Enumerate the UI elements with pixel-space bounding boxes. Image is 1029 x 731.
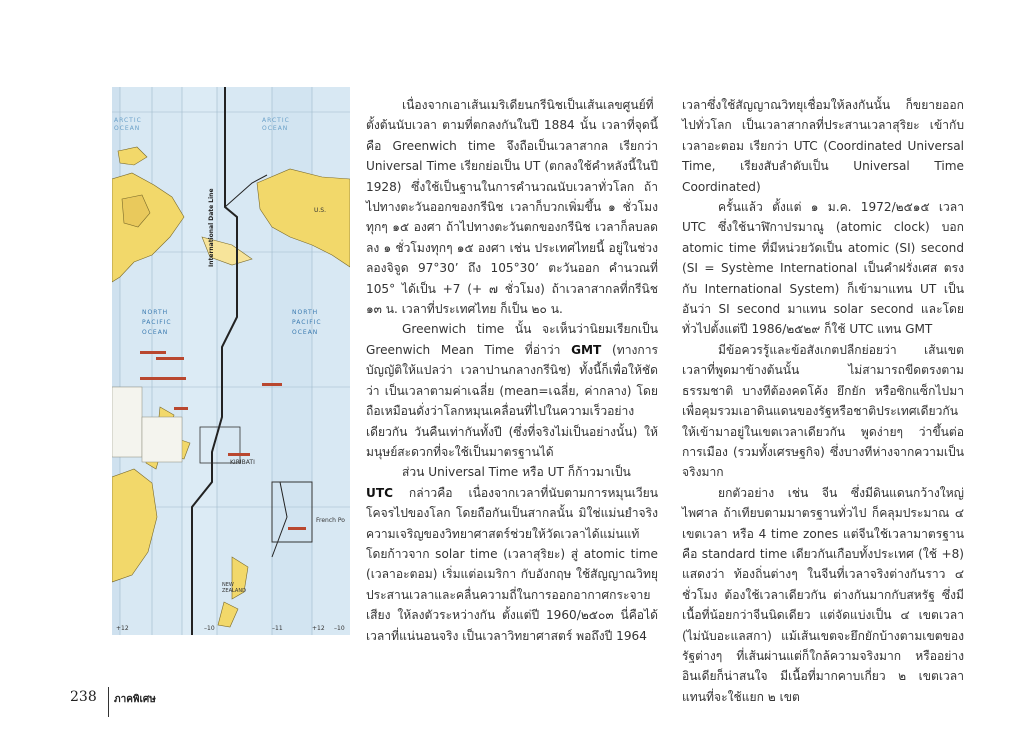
map-tick-1: +12 — [116, 625, 129, 632]
col1-p2-bold-gmt: GMT — [571, 342, 602, 357]
map-label-date-line: International Date Line — [208, 188, 215, 267]
map-tick-3: –11 — [272, 625, 283, 632]
col1-p4-bold-utc: UTC — [366, 485, 393, 500]
col1-p2-post: (ทางการบัญญัติให้แปลว่า เวลาปานกลางกรีนิช) ทั้งนี้ก็เพื่อให้ชัดว่า เป็นเวลาตามค่าเฉลี่ย (mean=เฉลี่ย, ค่ากลาง) โดยถือเหมือนดั่งว่าโลกหมุนเคลื่อนที่ไปในความเร็วอย่างเดียวกัน วันคืนเท่ากันทั้งปี (ซึ่งที่จริงไม่เป็นอย่างนั้น) ให้มนุษย์สะดวกที่จะใช้เป็นมาตรฐานได้ — [366, 342, 658, 459]
map-label-new-zealand: NEW ZEALAND — [222, 582, 246, 594]
map-label-us: U.S. — [314, 207, 327, 214]
col1-paragraph-1: เนื่องจากเอาเส้นเมริเดียนกรีนิชเป็นเส้นเลขศูนย์ที่ตั้งต้นนับเวลา ตามที่ตกลงกันในปี 1884 นั้น เวลาที่จุดนี้ คือ Greenwich time จึงถือเป็นเวลาสากล เรียกว่า Universal Time เรียกย่อเป็น UT (ตกลงใช้คำหลังนี้ในปี 1928) ซึ่งใช้เป็นฐานในการคำนวณนับเวลาทั่วโลก ถ้าไปทางตะวันออกของกรีนิช เวลาก็บวกเพิ่มขึ้น ๑ ชั่วโมงทุกๆ ๑๕ องศา ถ้าไปทางตะวันตกของกรีนิช เวลาก็ลบลดลง ๑ ชั่วโมงทุกๆ ๑๕ องศา เช่น ประเทศไทยนี้ อยู่ในช่วงลองจิจูด 97°30’ ถึง 105°30’ ตะวันออก คำนวณที่ 105° ได้เป็น +7 (+ ๗ ชั่วโมง) ถ้าเวลาสากลที่กรีนิช ๑๓ น. เวลาที่ประเทศไทย ก็เป็น ๒๐ น. — [366, 98, 658, 317]
map-label-arctic-right: ARCTIC — [262, 117, 290, 124]
time-zone-map — [112, 87, 350, 635]
col2-paragraph-3: มีข้อควรรู้และข้อสังเกตปลีกย่อยว่า เส้นเขตเวลาที่พูดมาข้างต้นนั้น ไม่สามารถขีดตรงตามธรรมชาติ บางทีต้องคดโค้ง ยึกยัก หรือซิกแซ็กไปมา เพื่อคุมรวมเอาดินแดนของรัฐหรือชาติประเทศเดียวกัน ให้เข้ามาอยู่ในเขตเวลาเดียวกัน พูดง่ายๆ ว่าขึ้นต่อการเมือง (รวมทั้งเศรษฐกิจ) ซึ่งบางทีห่างจากความเป็นจริงมาก — [682, 342, 964, 480]
col1-paragraph-4 — [366, 483, 658, 646]
map-label-kiribati: KIRIBATI — [230, 459, 255, 466]
col2-paragraph-4: ยกตัวอย่าง เช่น จีน ซึ่งมีดินแดนกว้างใหญ่ไพศาล ถ้าเทียบตามมาตรฐานทั่วไป ก็คลุมประมาณ ๔ เขตเวลา หรือ 4 time zones แต่จีนใช้เวลามาตรฐาน คือ standard time เดียวกันเกือบทั้งประเทศ (ใช้ +8) แสดงว่า ท้องถิ่นต่างๆ ในจีนที่เวลาจริงต่างกันราว ๔ ชั่วโมง ต้องใช้เวลาเดียวกัน ต่างกันมากกับสหรัฐ ซึ่งมีเนื้อที่น้อยกว่าจีนนิดเดียว แต่จัดแบ่งเป็น ๔ เขตเวลา (ไม่นับอะแลสกา) แม้เส้นเขตจะยึกยักบ้างตามเขตของรัฐต่างๆ ที่เส้นผ่านแต่ก็ใกล้ความจริงมาก หรืออย่างอินเดียก็น่าสนใจ มีเนื้อที่มากคาบเกี่ยว ๒ เขตเวลา แทนที่จะใช้แยก ๒ เขต — [682, 485, 964, 704]
map-label-ocean-right: OCEAN — [292, 329, 319, 336]
page-number: 238 — [70, 689, 97, 705]
map-label-arctic-left: ARCTIC — [114, 117, 142, 124]
col1-paragraph-2 — [366, 319, 658, 462]
col1-paragraph-3: ส่วน Universal Time หรือ UT ก็ก้าวมาเป็น — [402, 465, 631, 480]
text-column-2 — [682, 95, 964, 707]
col2-paragraph-1: เวลาซึ่งใช้สัญญาณวิทยุเชื่อมให้ลงกันนั้น ก็ขยายออกไปทั่วโลก เป็นเวลาสากลที่ประสานเวลาสุริยะ เข้ากับเวลาอะตอม เรียกว่า UTC (Coordinated Universal Time, เรียงสับลำดับเป็น Universal Time Coordinated) — [682, 98, 964, 194]
map-label-ocean-left: OCEAN — [142, 329, 169, 336]
map-label-north-left: NORTH — [142, 309, 169, 316]
map-tick-2: –10 — [204, 625, 215, 632]
map-label-ocean-right-top: OCEAN — [262, 125, 289, 132]
time-zone-map-svg — [112, 87, 350, 635]
text-column-1 — [366, 95, 658, 646]
section-title: ภาคพิเศษ — [114, 694, 156, 705]
col1-p4-post: กล่าวคือ เนื่องจากเวลาที่นับตามการหมุนเวียนโคจรไปของโลก โดยถือกันเป็นสากลนั้น มิใช่แม่นยำจริง ความเจริญของวิทยาศาสตร์ช่วยให้วัดเวลาได้แม่นแท้ โดยก้าวจาก solar time (เวลาสุริยะ) สู่ atomic time (เวลาอะตอม) เริ่มแต่อเมริกา กับอังกฤษ ใช้สัญญาณวิทยุประสานเวลาและคลื่นความถี่ในการออกอากาศกระจายเสียง ให้ลงตัวระหว่างกัน ตั้งแต่ปี 1960/๒๕๐๓ นี่คือได้เวลาที่แน่นอนจริง เป็นเวลาวิทยาศาสตร์ พอถึงปี 1964 — [366, 485, 658, 643]
map-label-ocean-left-top: OCEAN — [114, 125, 141, 132]
col1-p2-pre: Greenwich time นั้น จะเห็นว่านิยมเรียกเป็น Greenwich Mean Time ที่อ่าว่า — [366, 322, 658, 357]
map-label-pacific-right: PACIFIC — [292, 319, 322, 326]
map-label-north-right: NORTH — [292, 309, 319, 316]
map-label-french: French Po — [316, 517, 345, 524]
map-label-pacific-left: PACIFIC — [142, 319, 172, 326]
map-tick-4: +12 — [312, 625, 325, 632]
footer-divider — [108, 687, 109, 717]
map-tick-5: –10 — [334, 625, 345, 632]
col2-paragraph-2: ครั้นแล้ว ตั้งแต่ ๑ ม.ค. 1972/๒๕๑๕ เวลา UTC ซึ่งใช้นาฬิกาปรมาณู (atomic clock) บอก atomic time ที่มีหน่วยวัดเป็น atomic (SI) second (SI = Système International เป็นคำฝรั่งเศส ตรงกับ International System) ก็เข้ามาแทน UT เป็นอันว่า SI second มาแทน solar second และโดยทั่วไปตั้งแต่ปี 1986/๒๕๒๙ ก็ใช้ UTC แทน GMT — [682, 200, 964, 337]
